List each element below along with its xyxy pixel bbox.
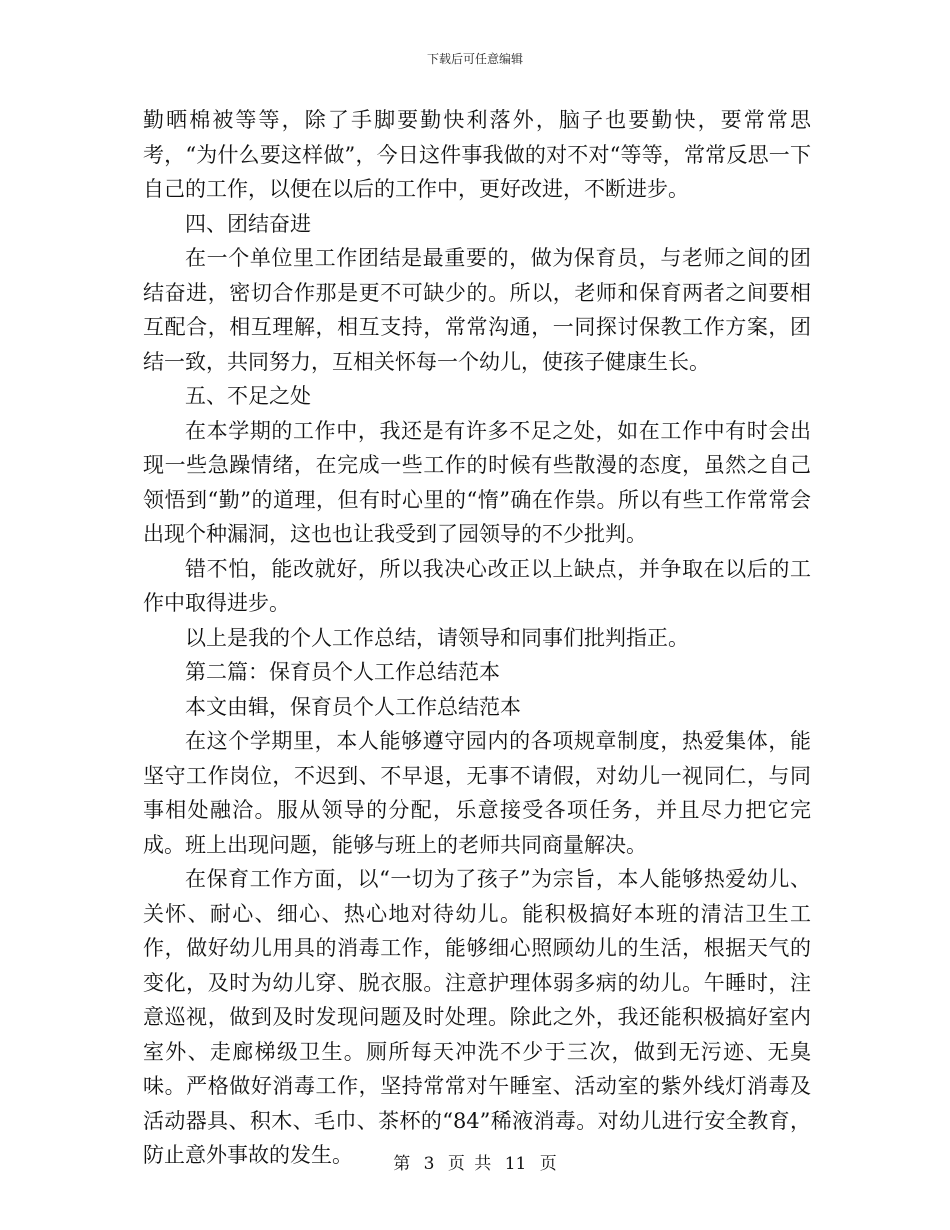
footer-prefix: 第 — [393, 1154, 411, 1174]
article-subtitle: 本文由辑，保育员个人工作总结范本 — [185, 694, 521, 719]
footer-middle: 页 共 — [447, 1154, 492, 1174]
page-number: 3 — [423, 1154, 435, 1174]
paragraph-6: 在这个学期里，本人能够遵守园内的各项规章制度，热爱集体，能坚守工作岗位，不迟到、不早退，无事不请假，对幼儿一视同仁，与同事相处融洽。服从领导的分配，乐意接受各项任务，并且尽力把它完成。班上出现问题，能够与班上的老师共同商量解决。 — [143, 729, 811, 857]
section-heading-5: 五、不足之处 — [185, 384, 311, 408]
paragraph-3: 在本学期的工作中，我还是有许多不足之处，如在工作中有时会出现一些急躁情绪，在完成一些工作的时候有些散漫的态度，虽然之自己领悟到“勤”的道理，但有时心里的“惰”确在作祟。所以有些工作常常会出现个种漏洞，这也也让我受到了园领导的不少批判。 — [143, 418, 811, 546]
footer-suffix: 页 — [539, 1154, 557, 1174]
section-heading-4: 四、团结奋进 — [185, 211, 311, 236]
paragraph-2: 在一个单位里工作团结是最重要的，做为保育员，与老师之间的团结奋进，密切合作那是更不可缺少的。所以，老师和保育两者之间要相互配合，相互理解，相互支持，常常沟通，一同探讨保教工作方案，团结一致，共同努力，互相关怀每一个幼儿，使孩子健康生长。 — [143, 246, 811, 374]
page-header: 下载后可任意编辑 — [426, 52, 523, 66]
paragraph-1: 勤晒棉被等等，除了手脚要勤快利落外，脑子也要勤快，要常常思考，“为什么要这样做”，今日这件事我做的对不对“等等，常常反思一下自己的工作，以便在以后的工作中，更好改进，不断进步。 — [143, 108, 811, 201]
paragraph-7: 在保育工作方面，以“一切为了孩子”为宗旨，本人能够热爱幼儿、关怀、耐心、细心、热心地对待幼儿。能积极搞好本班的清洁卫生工作，做好幼儿用具的消毒工作，能够细心照顾幼儿的生活，根据天气的变化，及时为幼儿穿、脱衣服。注意护理体弱多病的幼儿。午睡时，注意巡视，做到及时发现问题及时处理。除此之外，我还能积极搞好室内室外、走廊梯级卫生。厕所每天冲洗不少于三次，做到无污迹、无臭味。严格做好消毒工作，坚持常常对午睡室、活动室的紫外线灯消毒及活动器具、积木、毛巾、茶杯的“84”稀液消毒。对幼儿进行安全教育，防止意外事故的发生。 — [143, 867, 811, 1167]
page-footer — [0, 1153, 950, 1175]
paragraph-4: 错不怕，能改就好，所以我决心改正以上缺点，并争取在以后的工作中取得进步。 — [143, 556, 811, 615]
document-body — [143, 103, 811, 1173]
page-total: 11 — [504, 1154, 527, 1174]
paragraph-5: 以上是我的个人工作总结，请领导和同事们批判指正。 — [185, 625, 689, 650]
article-title-2: 第二篇：保育员个人工作总结范本 — [185, 660, 500, 684]
